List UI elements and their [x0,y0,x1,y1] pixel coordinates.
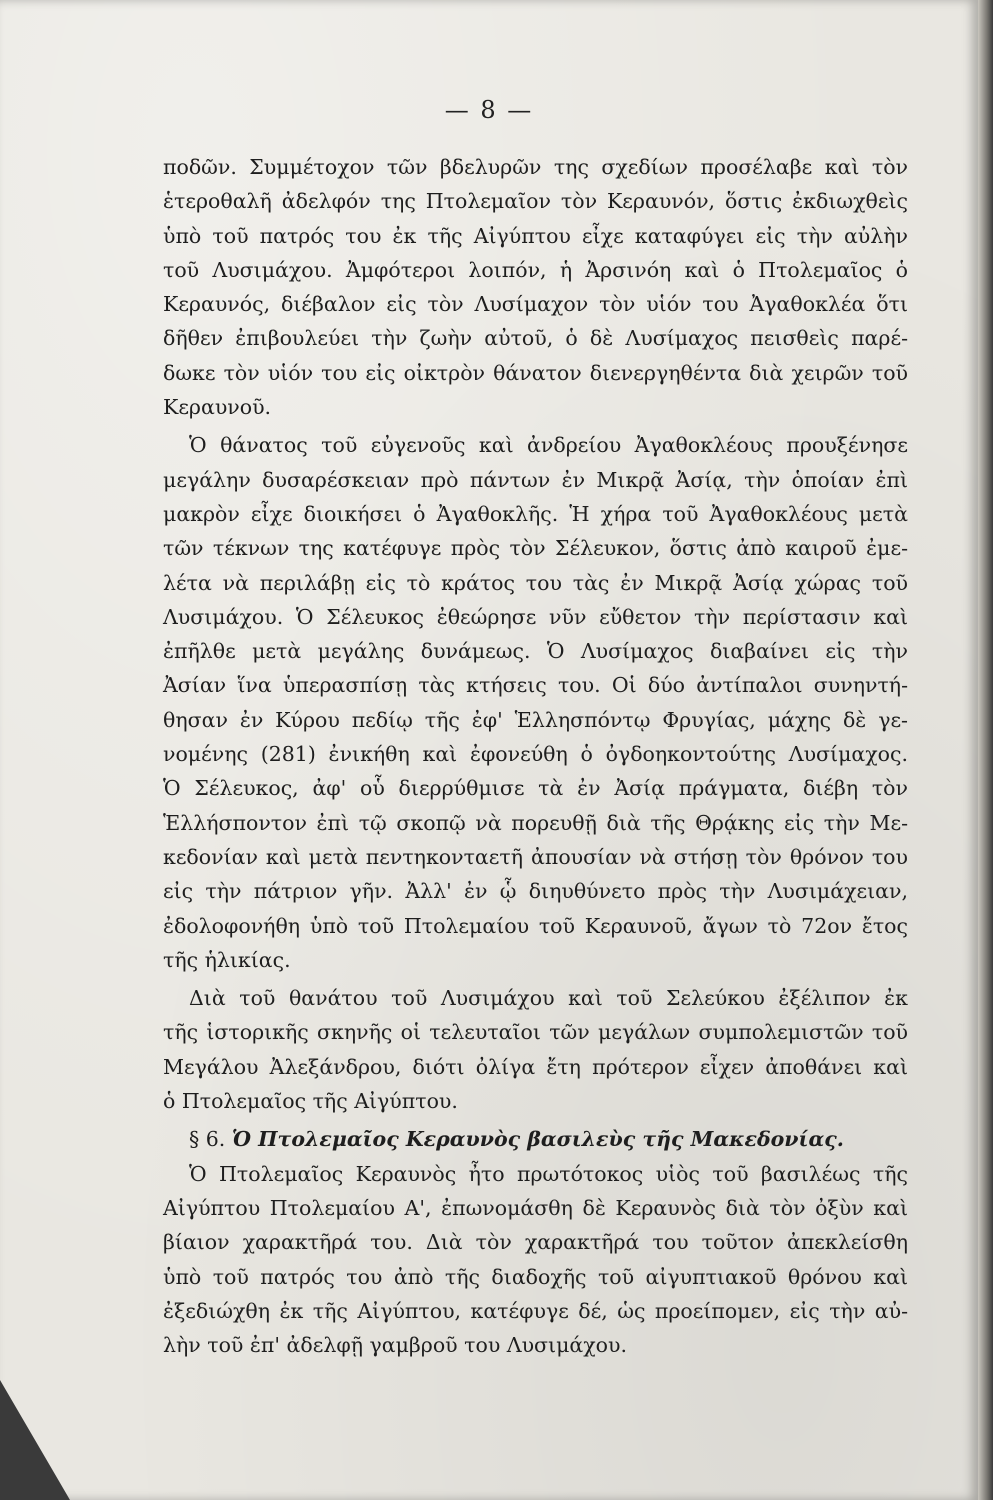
text-line: λέτα νὰ περιλάβῃ εἰς τὸ κράτος του τὰς ἐν Μικρᾷ Ἀσίᾳ χώρας τοῦ [163,570,908,595]
paragraph-1 [163,150,908,424]
text-line: θησαν ἐν Κύρου πεδίῳ τῆς ἐφ' Ἑλλησπόντῳ Φρυγίας, μάχης δὲ γε- [163,707,908,732]
text-line: Αἰγύπτου Πτολεμαίου Α', ἐπωνομάσθη δὲ Κεραυνὸς διὰ τὸν ὀξὺν καὶ [163,1195,908,1220]
page-body [163,150,908,1362]
text-line: λὴν τοῦ ἐπ' ἀδελφῇ γαμβροῦ του Λυσιμάχου. [163,1333,628,1358]
page-corner-shadow [0,1380,70,1500]
text-line: ἐδολοφονήθη ὑπὸ τοῦ Πτολεμαίου τοῦ Κεραυνοῦ, ἄγων τὸ 72ον ἔτος [163,913,908,938]
page-edge [978,0,993,1500]
text-line: τῆς ἡλικίας. [163,947,291,972]
text-line: Κεραυνός, διέβαλον εἰς τὸν Λυσίμαχον τὸν υἱόν του Ἀγαθοκλέα ὅτι [163,292,908,317]
text-line: Μεγάλου Ἀλεξάνδρου, διότι ὀλίγα ἔτη πρότερον εἶχεν ἀποθάνει καὶ [163,1054,908,1079]
text-line: ἐπῆλθε μετὰ μεγάλης δυνάμεως. Ὁ Λυσίμαχος διαβαίνει εἰς τὴν [163,639,908,664]
text-line: δῆθεν ἐπιβουλεύει τὴν ζωὴν αὐτοῦ, ὁ δὲ Λυσίμαχος πεισθεὶς παρέ- [163,326,908,351]
paragraph-2 [163,428,908,977]
text-line: ὁ Πτολεμαῖος τῆς Αἰγύπτου. [163,1089,458,1114]
section-title: Ὁ Πτολεμαῖος Κεραυνὸς βασιλεὺς τῆς Μακεδονίας. [231,1127,844,1152]
text-line: ἐξεδιώχθη ἐκ τῆς Αἰγύπτου, κατέφυγε δέ, ὡς προείπομεν, εἰς τὴν αὐ- [163,1298,908,1323]
text-line: τῆς ἱστορικῆς σκηνῆς οἱ τελευταῖοι τῶν μεγάλων συμπολεμιστῶν τοῦ [163,1020,908,1045]
text-line: Ὁ Πτολεμαῖος Κεραυνὸς ἦτο πρωτότοκος υἱὸς τοῦ βασιλέως τῆς [189,1161,908,1186]
text-line: Λυσιμάχου. Ὁ Σέλευκος ἐθεώρησε νῦν εὔθετον τὴν περίστασιν καὶ [163,604,908,629]
paragraph-3 [163,981,908,1118]
text-line: εἰς τὴν πάτριον γῆν. Ἀλλ' ἐν ᾧ διηυθύνετο πρὸς τὴν Λυσιμάχειαν, [163,879,908,904]
text-line: Ὁ θάνατος τοῦ εὐγενοῦς καὶ ἀνδρείου Ἀγαθοκλέους προυξένησε [189,433,908,458]
text-line: τῶν τέκνων της κατέφυγε πρὸς τὸν Σέλευκον, ὅστις ἀπὸ καιροῦ ἐμε- [163,536,908,561]
text-line: μακρὸν εἶχε διοικήσει ὁ Ἀγαθοκλῆς. Ἡ χήρα τοῦ Ἀγαθοκλέους μετὰ [163,501,908,526]
text-line: δωκε τὸν υἱόν του εἰς οἰκτρὸν θάνατον διενεργηθέντα διὰ χειρῶν τοῦ [163,360,908,385]
page-number: — 8 — [444,96,534,124]
text-line: ὑπὸ τοῦ πατρός του ἐκ τῆς Αἰγύπτου εἶχε καταφύγει εἰς τὴν αὐλὴν [163,223,908,248]
section-heading [163,1122,908,1156]
text-line: τοῦ Λυσιμάχου. Ἀμφότεροι λοιπόν, ἡ Ἀρσινόη καὶ ὁ Πτολεμαῖος ὁ [163,257,908,282]
text-line: κεδονίαν καὶ μετὰ πεντηκονταετῆ ἀπουσίαν νὰ στήσῃ τὸν θρόνον του [163,844,908,869]
paragraph-4 [163,1157,908,1363]
text-line: ἑτεροθαλῆ ἀδελφόν της Πτολεμαῖον τὸν Κεραυνόν, ὅστις ἐκδιωχθεὶς [163,189,908,214]
text-line: Ἑλλήσποντον ἐπὶ τῷ σκοπῷ νὰ πορευθῇ διὰ τῆς Θρᾴκης εἰς τὴν Με- [163,810,908,835]
text-line: Διὰ τοῦ θανάτου τοῦ Λυσιμάχου καὶ τοῦ Σελεύκου ἐξέλιπον ἐκ [189,986,908,1011]
text-line: ὑπὸ τοῦ πατρός του ἀπὸ τῆς διαδοχῆς τοῦ αἰγυπτιακοῦ θρόνου καὶ [163,1264,908,1289]
text-line: νομένης (281) ἐνικήθη καὶ ἐφονεύθη ὁ ὀγδοηκοντούτης Λυσίμαχος. [163,742,908,767]
text-line: ποδῶν. Συμμέτοχον τῶν βδελυρῶν της σχεδίων προσέλαβε καὶ τὸν [163,155,908,179]
text-line: Κεραυνοῦ. [163,395,272,420]
text-line: βίαιον χαρακτῆρά του. Διὰ τὸν χαρακτῆρά του τοῦτον ἀπεκλείσθη [163,1230,908,1255]
text-line: Ὁ Σέλευκος, ἀφ' οὗ διερρύθμισε τὰ ἐν Ἀσίᾳ πράγματα, διέβη τὸν [163,776,908,801]
text-line: μεγάλην δυσαρέσκειαν πρὸ πάντων ἐν Μικρᾷ Ἀσίᾳ, τὴν ὁποίαν ἐπὶ [163,467,908,492]
text-line: Ἀσίαν ἵνα ὑπερασπίσῃ τὰς κτήσεις του. Οἱ δύο ἀντίπαλοι συνηντή- [163,673,908,698]
section-number: § 6. [189,1127,226,1152]
